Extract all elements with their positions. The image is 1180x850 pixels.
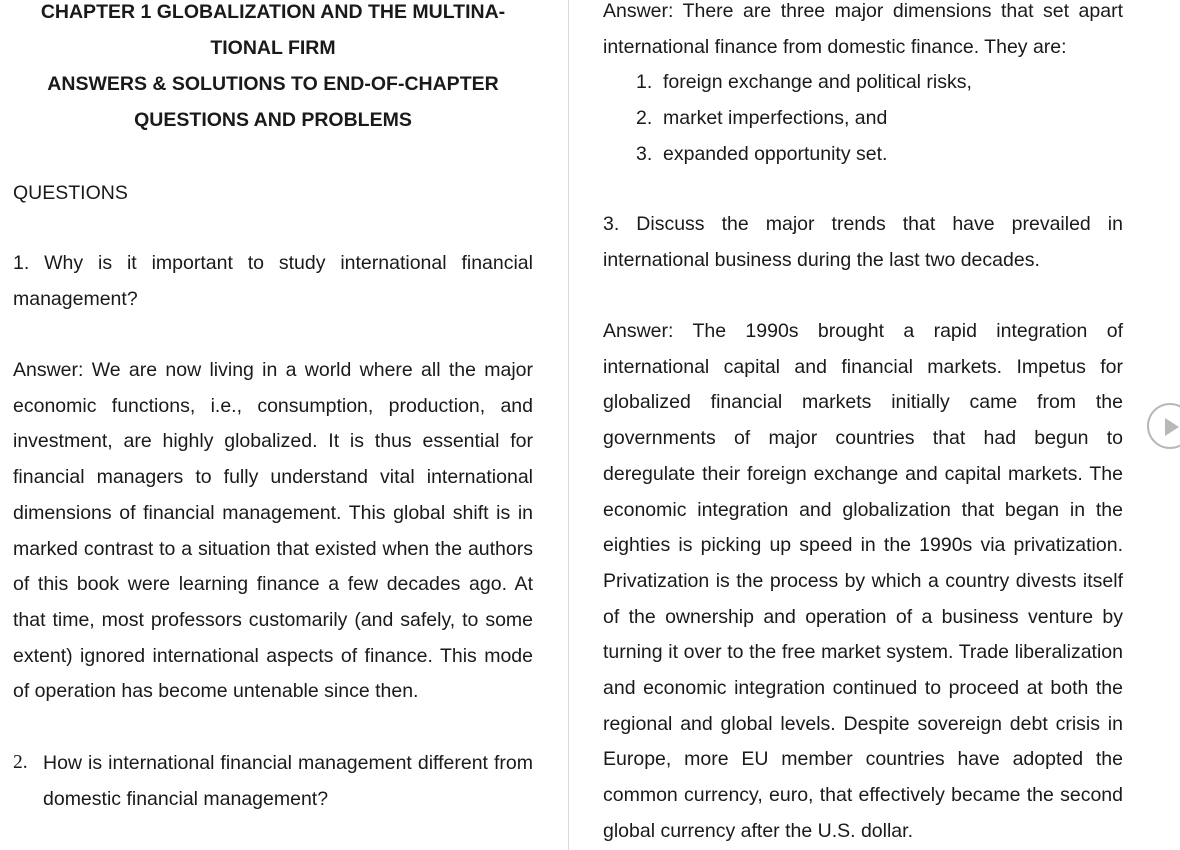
chapter-title-line2: TIONAL FIRM bbox=[210, 37, 336, 59]
section-heading: QUESTIONS bbox=[13, 182, 128, 204]
list-item: 3. expanded opportunity set. bbox=[636, 143, 888, 165]
question-2-text: How is international financial management different from domestic financial management? bbox=[43, 752, 533, 810]
subtitle-line1: ANSWERS & SOLUTIONS TO END-OF-CHAPTER bbox=[47, 73, 499, 95]
answer-1: Answer: We are now living in a world where all the major economic functions, i.e., consumption, production, and investment, are highly globalized. It is thus essential for financial managers to fully understand vital international dimensions of financial management. This global shift is in marked contrast to a situation that existed when the authors of this book were learning finance a few decades ago. At that time, most professors customarily (and safely, to some extent) ignored international aspects of finance. This mode of operation has become untenable since then. bbox=[13, 359, 533, 703]
answer-2-list bbox=[636, 64, 972, 172]
list-item: 2. market imperfections, and bbox=[636, 107, 888, 129]
play-icon bbox=[1163, 417, 1180, 437]
question-2-number: 2. bbox=[13, 752, 28, 773]
subtitle-line2: QUESTIONS AND PROBLEMS bbox=[134, 109, 412, 131]
left-page bbox=[0, 0, 569, 850]
chapter-title-line1: CHAPTER 1 GLOBALIZATION AND THE MULTINA- bbox=[40, 1, 506, 23]
answer-2-intro: Answer: There are three major dimensions that set apart international finance from domestic finance. They are: bbox=[603, 0, 1123, 58]
right-page bbox=[569, 0, 1180, 850]
question-2 bbox=[13, 745, 533, 817]
list-item: 1. foreign exchange and political risks, bbox=[636, 71, 972, 93]
answer-3: Answer: The 1990s brought a rapid integration of international capital and financial markets. Impetus for globalized financial markets initially came from the governments of major countries that had begun to deregulate their foreign exchange and capital markets. The economic integration and globalization that began in the eighties is picking up speed in the 1990s via privatization. Privatization is the process by which a country divests itself of the ownership and operation of a business venture by turning it over to the free market system. Trade liberalization and economic integration continued to proceed at both the regional and global levels. Despite sovereign debt crisis in Europe, more EU member countries have adopted the common currency, euro, that effectively became the second global currency after the U.S. dollar. bbox=[603, 320, 1123, 842]
question-3: 3. Discuss the major trends that have prevailed in international business during the last two decades. bbox=[603, 213, 1123, 271]
question-1: 1. Why is it important to study international financial management? bbox=[13, 252, 533, 310]
